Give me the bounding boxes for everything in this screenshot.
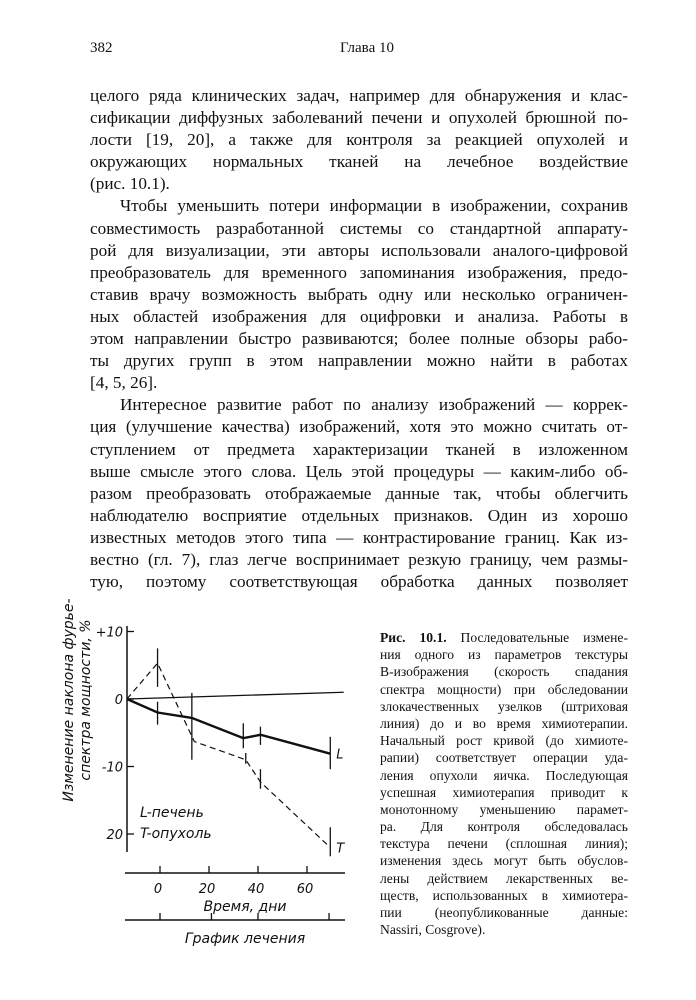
caption-text: Последовательные измене- [460,630,628,645]
text-line: совместимость разработанной системы со стандартной аппарату- [90,218,628,238]
caption-line: линия) до и во время химиотерапии. [380,715,628,731]
text-line: выше смысле этого слова. Цель этой процедуры — каким-либо об- [90,461,628,481]
text-line: известных методов этого типа — контрастирование границ. Как из- [90,527,628,547]
y-tick-label: -10 [101,760,123,776]
y-axis-label-line1: Изменение наклона фурье- [61,598,77,802]
x-tick-label: 20 [198,882,216,897]
caption-line: В-изображения (скорость спадания [380,664,628,680]
x-tick-label: 60 [296,882,314,897]
caption-line: текстура печени (сплошная линия); [380,836,628,852]
page-number: 382 [90,40,113,56]
text-line: Интересное развитие работ по анализу изображений — коррек- [120,395,628,415]
caption-line: злокачественных узелков (штриховая [380,698,628,714]
text-line: наблюдателю восприятие отдельных признаков. Один из хорошо [90,505,628,525]
x-tick-label: 40 [247,882,265,897]
caption-line: монотонному уменьшению парамет- [380,801,628,817]
legend-item-tumor: T-опухоль [140,826,212,842]
text-line: ставив врачу возможность выбрать одну или несколько ограничен- [90,284,628,304]
text-line: вестно (гл. 7), глаз легче воспринимает резкую границу, чем размы- [90,549,628,569]
caption-line: изменения здесь могут быть обуслов- [380,853,628,869]
text-line: целого ряда клинических задач, например для обнаружения и клас- [90,86,628,105]
text-line: ных областей изображения для оцифровки и анализа. Работы в [90,306,628,326]
caption-label: Рис. 10.1. [380,630,447,645]
x-axis-label: Время, дни [203,899,287,915]
text-line: Чтобы уменьшить потери информации в изображении, сохранив [120,196,628,216]
text-line: ты других групп в этом направлении можно найти в работах [90,351,628,371]
caption-line: Nassiri, Cosgrove). [380,922,486,938]
text-line: (рис. 10.1). [90,174,170,194]
text-line: [4, 5, 26]. [90,373,158,393]
series-L-end-label: L [336,747,344,763]
caption-line: успешная химиотерапия приводит к [380,784,628,800]
text-line: окружающих нормальных тканей на лечебное воздействие [90,152,628,172]
caption-line: ра. Для контроля обследовалась [380,819,628,835]
caption-line: рапии) соответствует операции уда- [380,750,628,766]
y-tick-label: +10 [95,625,123,641]
caption-line: ления опухоли яичка. Последующая [380,767,628,783]
y-axis-label-line2: спектра мощности, % [78,619,94,781]
caption-line: пии (неопубликованные данные: [380,905,628,920]
text-line: разом преобразовать отображаемые данные так, чтобы облегчить [90,483,628,503]
caption-line [380,629,628,646]
text-line: ступлением от предмета характеризации тканей в изложенном [90,439,628,459]
text-line: преобразователь для временного запоминания изображения, предо- [90,262,628,282]
running-header: Глава 10 [340,40,394,56]
text-line: лости [19, 20], а также для контроля за реакцией опухолей и [90,130,628,150]
text-line: сификации диффузных заболеваний печени и опухолей брюшной по- [90,108,628,128]
caption-line: лены действием лекарственных ве- [380,870,628,886]
caption-line: ществ, использованных в химиотера- [380,887,628,903]
text-line: рой для визуализации, эти авторы использовали аналого-цифровой [90,240,628,260]
figure-caption [380,629,628,938]
text-line: тую, поэтому соответствующая обработка данных позволяет [90,572,628,592]
text-line: этом направлении быстро развиваются; более полные обзоры рабо- [90,329,628,349]
caption-line: ния одного из параметров текстуры [380,647,628,663]
y-tick-label: 0 [114,693,123,708]
schedule-axis-label: График лечения [184,931,306,947]
series-T-end-label: T [336,841,345,857]
y-tick-label: 20 [106,828,123,843]
legend-item-liver: L-печень [140,805,204,821]
caption-line: спектра мощности) при обследовании [380,681,628,697]
caption-line: Начальный рост кривой (до химиоте- [380,733,628,749]
x-tick-label: 0 [153,882,163,897]
series-baseline-line [127,692,344,699]
text-line: ция (улучшение качества) изображений, хотя это можно считать от- [90,417,628,437]
